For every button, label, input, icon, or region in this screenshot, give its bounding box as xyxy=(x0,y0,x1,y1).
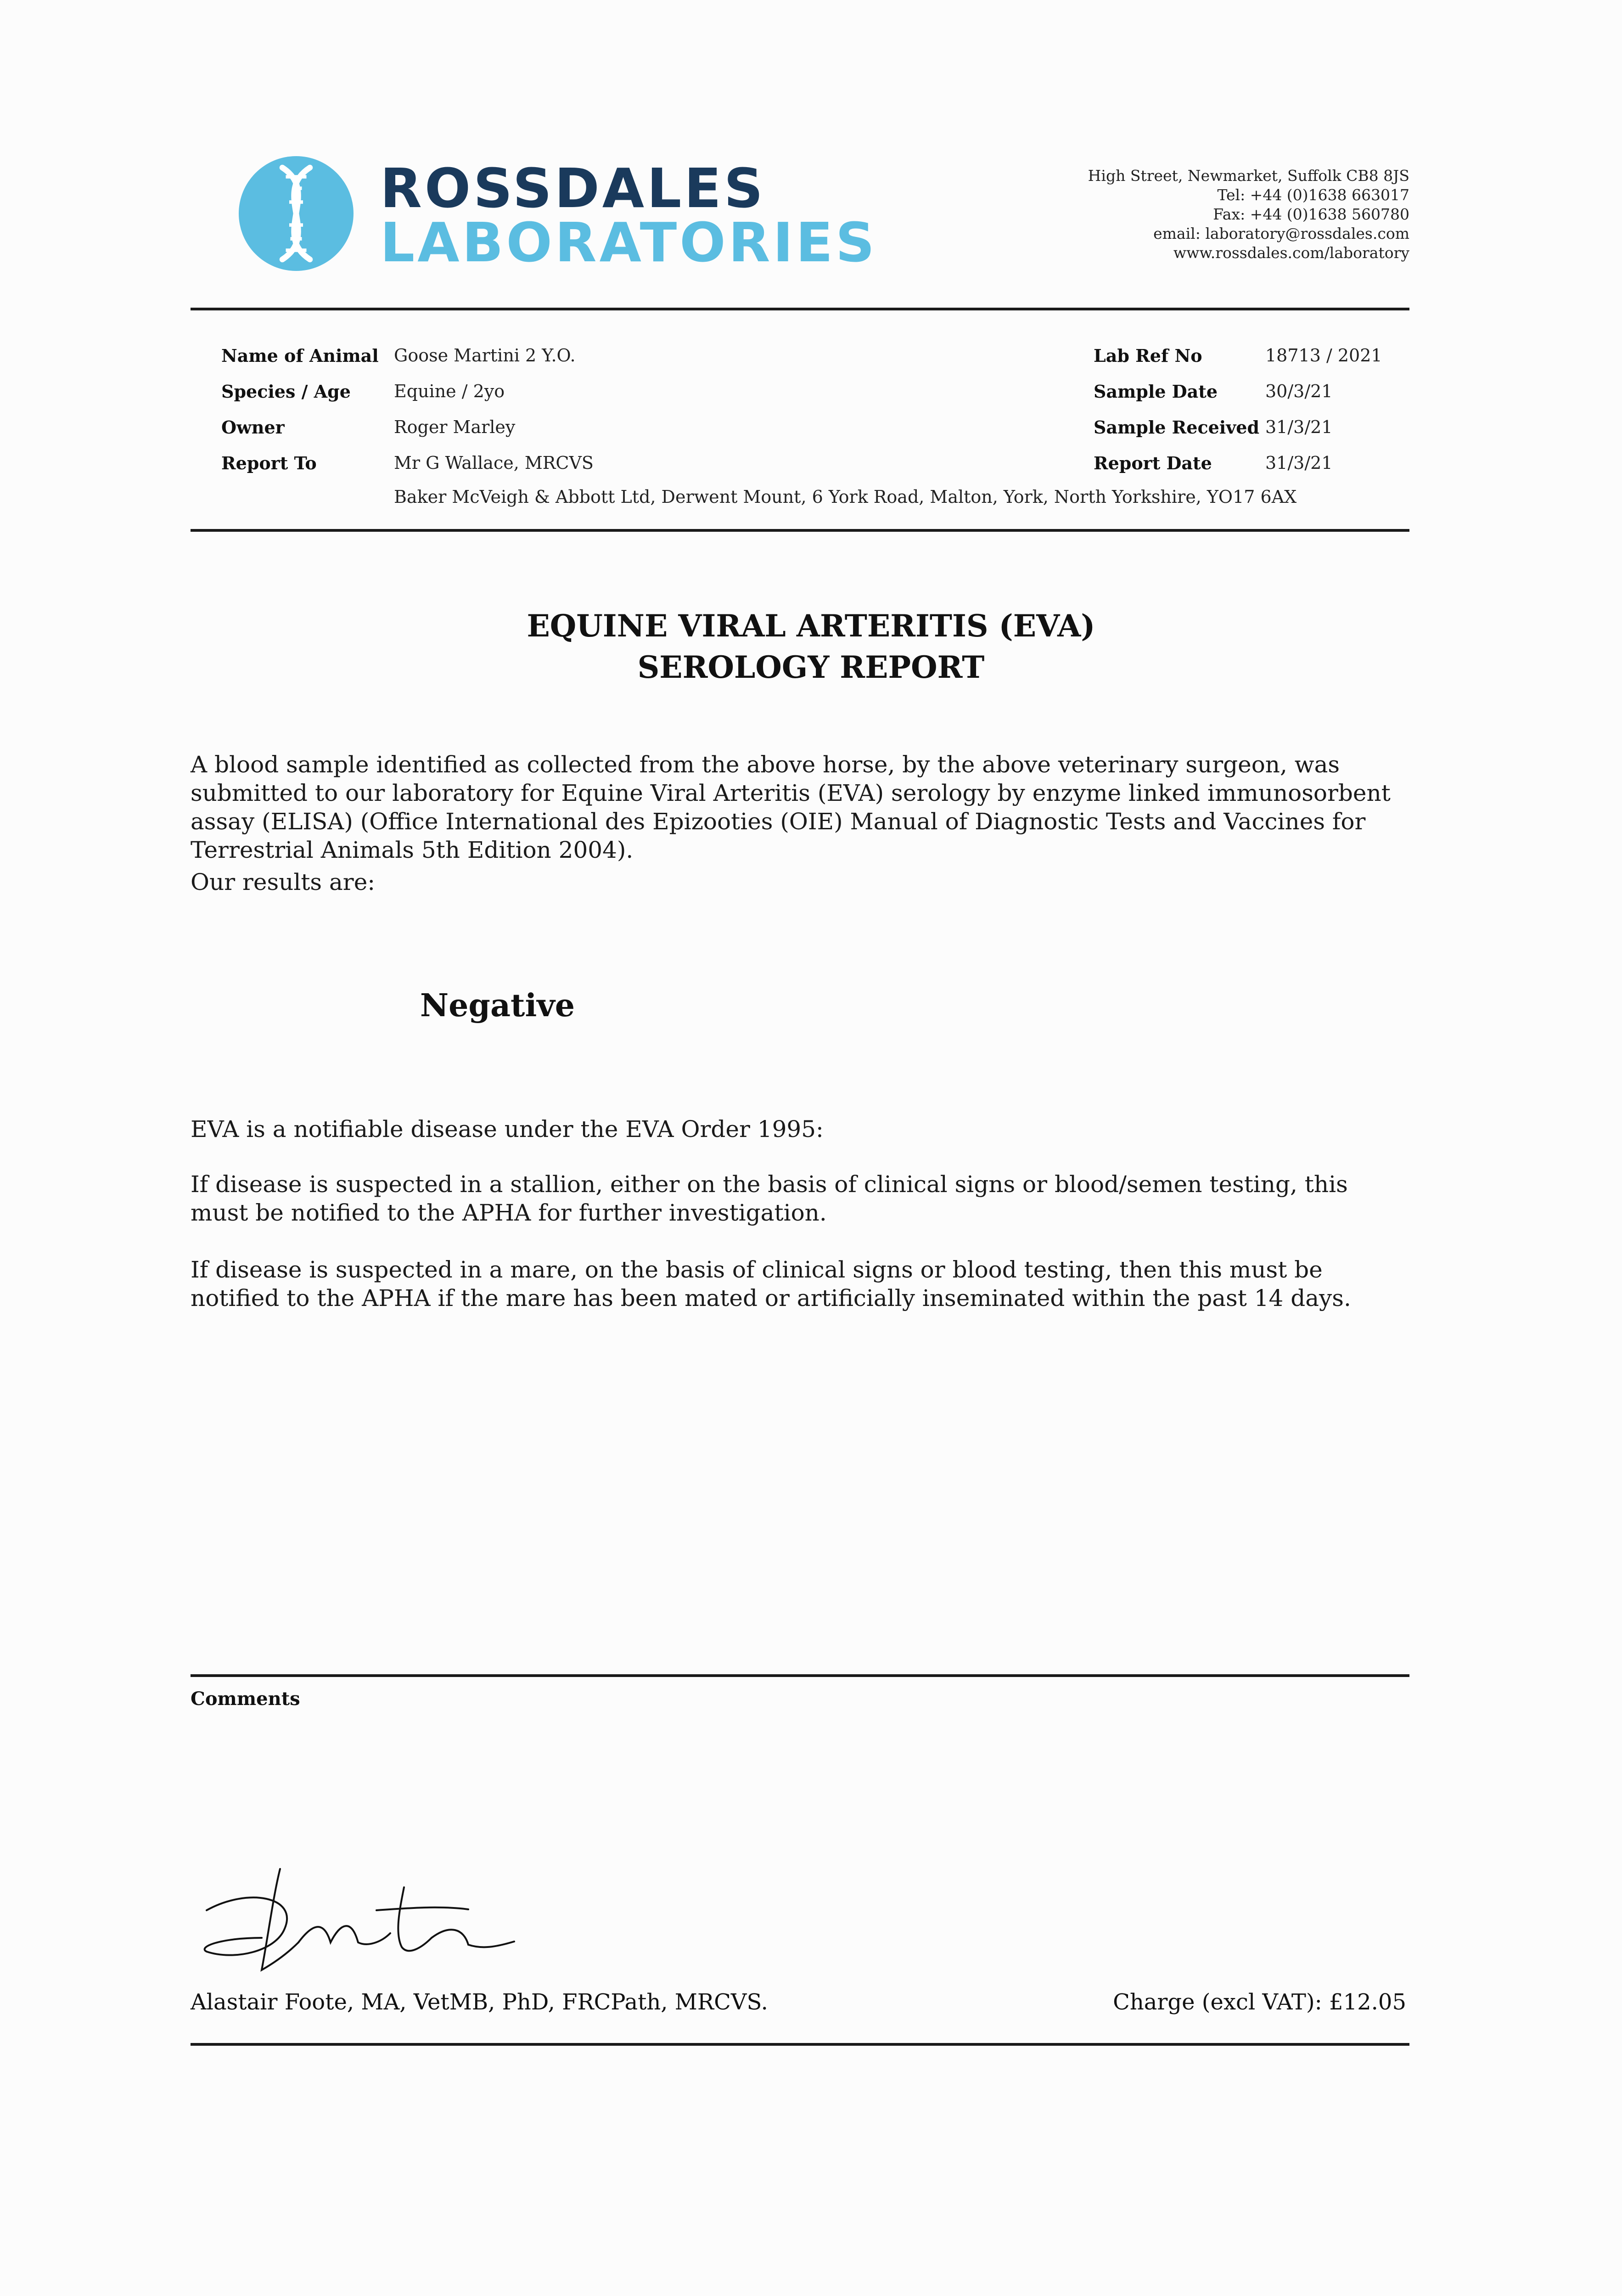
signature xyxy=(193,1860,523,1979)
charge-amount: Charge (excl VAT): £12.05 xyxy=(1113,1989,1406,2015)
result-value: Negative xyxy=(420,987,575,1024)
info-row-animal xyxy=(0,345,1622,382)
mare-paragraph: If disease is suspected in a mare, on the basis of clinical signs or blood testing, then this must be notified to the APHA if the mare has been mated or artificially inseminated within the past 14 days. xyxy=(191,1256,1351,1311)
signatory-name: Alastair Foote, MA, VetMB, PhD, FRCPath, MRCVS. xyxy=(191,1989,768,2015)
dna-helix-icon xyxy=(239,156,354,271)
lab-address-fax: Fax: +44 (0)1638 560780 xyxy=(1213,205,1409,223)
divider xyxy=(191,529,1409,532)
species-age-value: Equine / 2yo xyxy=(394,381,505,401)
lab-address-email: email: laboratory@rossdales.com xyxy=(1153,225,1409,242)
report-date-value: 31/3/21 xyxy=(1265,453,1333,473)
report-to-address: Baker McVeigh & Abbott Ltd, Derwent Mount, 6 York Road, Malton, York, North Yorkshire, YO17 6AX xyxy=(394,487,1297,507)
lab-address-street: High Street, Newmarket, Suffolk CB8 8JS xyxy=(1088,167,1409,185)
sample-date-label: Sample Date xyxy=(1094,381,1218,402)
comments-label: Comments xyxy=(191,1688,300,1710)
brand-name-line-2: LABORATORIES xyxy=(380,211,877,274)
lab-address-block xyxy=(1088,166,1409,263)
stallion-paragraph: If disease is suspected in a stallion, either on the basis of clinical signs or blood/semen testing, this must be notified to the APHA for further investigation. xyxy=(191,1171,1348,1226)
report-date-label: Report Date xyxy=(1094,453,1212,473)
sample-received-label: Sample Received xyxy=(1094,417,1260,438)
report-title xyxy=(0,605,1622,688)
brand-name-line-1: ROSSDALES xyxy=(380,157,766,220)
lab-address-website: www.rossdales.com/laboratory xyxy=(1173,244,1409,262)
report-title-line-2: SEROLOGY REPORT xyxy=(637,649,985,685)
owner-label: Owner xyxy=(221,417,285,438)
results-intro: Our results are: xyxy=(191,869,376,895)
sample-received-value: 31/3/21 xyxy=(1265,417,1333,437)
owner-value: Roger Marley xyxy=(394,417,516,437)
species-age-label: Species / Age xyxy=(221,381,351,402)
name-of-animal-label: Name of Animal xyxy=(221,345,379,366)
report-to-label: Report To xyxy=(221,453,317,473)
report-title-line-1: EQUINE VIRAL ARTERITIS (EVA) xyxy=(527,608,1095,644)
divider xyxy=(191,2043,1409,2046)
intro-paragraph: A blood sample identified as collected from the above horse, by the above veterinary surgeon, was submitted to our laboratory for Equine Viral Arteritis (EVA) serology by enzyme linked immunosorbent assay (ELISA) (Office International des Epizooties (OIE) Manual of Diagnostic Tests and Vaccines for Terrestrial Animals 5th Edition 2004). xyxy=(191,751,1391,863)
lab-ref-label: Lab Ref No xyxy=(1094,345,1202,366)
divider xyxy=(191,308,1409,310)
info-row-report-to xyxy=(0,453,1622,490)
lab-ref-value: 18713 / 2021 xyxy=(1265,345,1382,366)
divider xyxy=(191,1674,1409,1677)
lab-address-tel: Tel: +44 (0)1638 663017 xyxy=(1217,186,1409,204)
notifiable-statement: EVA is a notifiable disease under the EVA Order 1995: xyxy=(191,1116,824,1142)
info-row-species xyxy=(0,381,1622,418)
sample-date-value: 30/3/21 xyxy=(1265,381,1333,401)
info-row-owner xyxy=(0,417,1622,454)
name-of-animal-value: Goose Martini 2 Y.O. xyxy=(394,345,576,366)
report-to-value: Mr G Wallace, MRCVS xyxy=(394,453,594,473)
